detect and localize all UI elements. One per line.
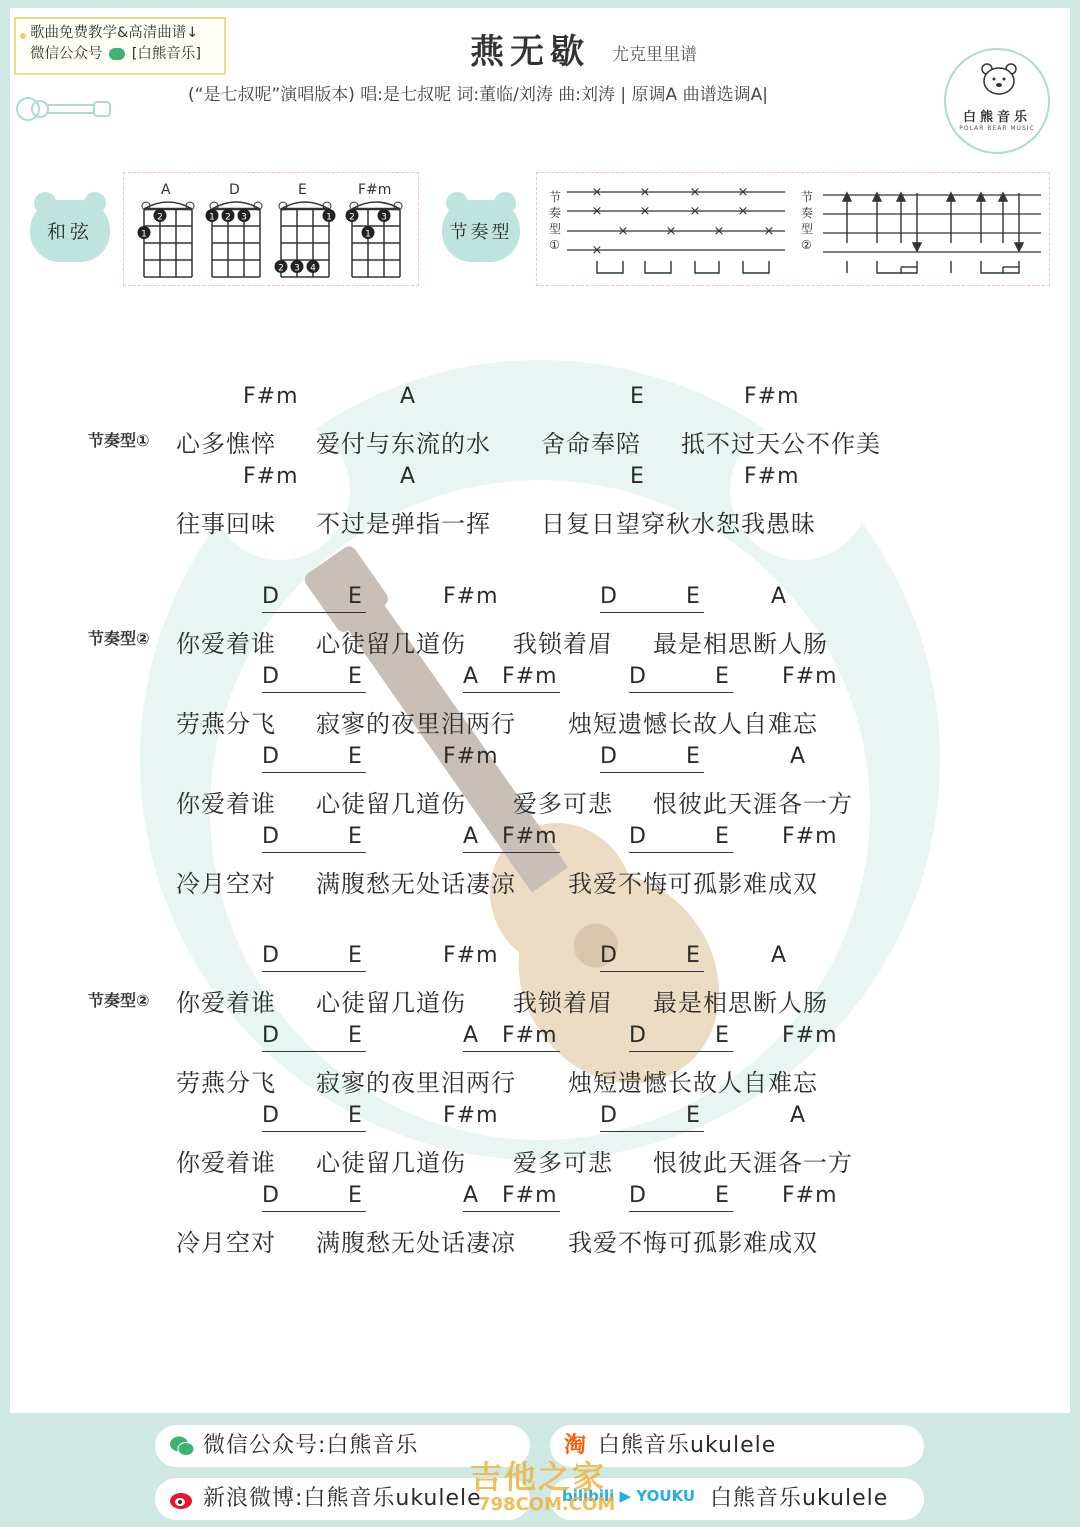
chord-symbol: D — [262, 584, 280, 609]
chord-symbol: F#m — [243, 384, 299, 409]
chord-symbol: D — [262, 1103, 280, 1128]
lyric-phrase: 我锁着眉 — [513, 630, 613, 658]
svg-text:×: × — [713, 224, 725, 239]
svg-text:×: × — [639, 204, 651, 219]
chord-symbol: E — [686, 584, 701, 609]
beat-underline — [262, 772, 366, 773]
svg-text:×: × — [591, 243, 603, 258]
beat-underline — [463, 852, 560, 853]
lyric-phrase: 烛短遗憾长故人自难忘 — [568, 1069, 818, 1097]
lyric-phrase: 恨彼此天涯各一方 — [653, 790, 853, 818]
chord-name-d: D — [229, 182, 240, 198]
lyric-phrase: 心徒留几道伤 — [316, 1149, 466, 1177]
lyric-phrase: 爱付与东流的水 — [316, 430, 491, 458]
beat-underline — [600, 612, 704, 613]
chord-symbol: D — [262, 1183, 280, 1208]
ukulele-logo-icon — [14, 94, 114, 124]
svg-text:2: 2 — [225, 212, 231, 223]
chord-symbol: F#m — [502, 1183, 558, 1208]
brand-name-zh: 白熊音乐 — [962, 110, 1031, 125]
site-watermark-url: 798COM.COM — [478, 1494, 616, 1515]
rhythm-pattern-1-label: 节 奏 型 ① — [549, 190, 562, 252]
chord-symbol: F#m — [443, 1103, 499, 1128]
chord-symbol: D — [629, 824, 647, 849]
rhythm-pattern-2-label: 节 奏 型 ② — [801, 190, 814, 252]
chord-symbol: E — [715, 1183, 730, 1208]
beat-underline — [600, 1131, 704, 1132]
beat-underline — [629, 692, 733, 693]
lyric-phrase: 满腹愁无处话凄凉 — [316, 870, 516, 898]
chord-name-e: E — [298, 182, 307, 198]
polar-bear-icon — [980, 62, 1018, 96]
svg-text:×: × — [737, 204, 749, 219]
chord-diagrams-panel — [123, 172, 419, 286]
chord-symbol: A — [790, 744, 807, 769]
beat-underline — [629, 852, 733, 853]
svg-text:4: 4 — [310, 263, 316, 274]
lyric-phrase: 劳燕分飞 — [176, 1069, 276, 1097]
lyric-phrase: 冷月空对 — [176, 1229, 276, 1257]
beat-underline — [629, 1051, 733, 1052]
svg-text:×: × — [665, 224, 677, 239]
promo-box — [14, 17, 226, 75]
chord-symbol: D — [629, 664, 647, 689]
promo-line-2 — [30, 44, 218, 65]
rhythm-badge — [442, 200, 520, 262]
chord-symbol: E — [348, 744, 363, 769]
chord-symbol: E — [630, 384, 645, 409]
lyric-phrase: 寂寥的夜里泪两行 — [316, 1069, 516, 1097]
lyric-phrase: 恨彼此天涯各一方 — [653, 1149, 853, 1177]
svg-text:2: 2 — [157, 212, 163, 223]
chord-symbol: E — [715, 1023, 730, 1048]
chord-symbol: D — [262, 664, 280, 689]
chord-symbol: E — [348, 1023, 363, 1048]
footer-taobao-text: 白熊音乐ukulele — [598, 1433, 777, 1458]
taobao-icon: 淘 — [564, 1433, 588, 1458]
beat-underline — [262, 1051, 366, 1052]
chord-symbol: F#m — [502, 664, 558, 689]
svg-text:2: 2 — [349, 212, 355, 223]
chord-symbol: A — [463, 664, 480, 689]
svg-text:3: 3 — [294, 263, 300, 274]
lyric-phrase: 爱多可悲 — [513, 1149, 613, 1177]
chord-symbol: E — [715, 664, 730, 689]
chord-symbol: A — [400, 464, 417, 489]
lyric-phrase: 爱多可悲 — [513, 790, 613, 818]
chord-symbol: F#m — [443, 943, 499, 968]
chord-symbol: A — [790, 1103, 807, 1128]
chord-symbol: F#m — [782, 664, 838, 689]
chord-symbol: E — [686, 1103, 701, 1128]
svg-text:2: 2 — [278, 263, 284, 274]
chord-symbol: F#m — [782, 1183, 838, 1208]
song-subtitle: 尤克里里谱 — [612, 45, 697, 65]
chord-symbol: E — [348, 584, 363, 609]
lyric-phrase: 寂寥的夜里泪两行 — [316, 710, 516, 738]
rhythm-section-label: 节奏型② — [88, 629, 150, 648]
lyric-phrase: 你爱着谁 — [176, 1149, 276, 1177]
chord-symbol: E — [348, 943, 363, 968]
chord-symbol: F#m — [744, 384, 800, 409]
chord-symbol: F#m — [243, 464, 299, 489]
promo-account-name: [白熊音乐] — [131, 46, 202, 62]
lyric-phrase: 烛短遗憾长故人自难忘 — [568, 710, 818, 738]
svg-text:3: 3 — [241, 212, 247, 223]
beat-underline — [600, 971, 704, 972]
beat-underline — [600, 772, 704, 773]
chord-symbol: A — [463, 1183, 480, 1208]
footer-taobao[interactable] — [550, 1425, 924, 1467]
lyric-phrase: 最是相思断人肠 — [653, 989, 828, 1017]
svg-text:×: × — [689, 204, 701, 219]
chord-symbol: F#m — [502, 1023, 558, 1048]
svg-text:×: × — [763, 224, 775, 239]
beat-underline — [463, 1051, 560, 1052]
chord-symbol: A — [771, 943, 788, 968]
lyric-phrase: 不过是弹指一挥 — [316, 510, 491, 538]
svg-text:1: 1 — [141, 229, 147, 240]
chord-symbol: F#m — [782, 1023, 838, 1048]
footer-weibo-text: 新浪微博:白熊音乐ukulele — [203, 1486, 482, 1511]
chord-symbol: E — [348, 1103, 363, 1128]
svg-text:×: × — [591, 204, 603, 219]
chord-symbol: D — [600, 1103, 618, 1128]
svg-text:×: × — [617, 224, 629, 239]
chord-symbol: E — [686, 943, 701, 968]
svg-text:1: 1 — [326, 212, 332, 223]
svg-text:×: × — [689, 185, 701, 200]
beat-underline — [262, 971, 366, 972]
lyric-phrase: 你爱着谁 — [176, 790, 276, 818]
rhythm-section-label: 节奏型② — [88, 991, 150, 1010]
chords-badge — [30, 200, 110, 262]
rhythm-patterns-panel — [536, 172, 1050, 286]
beat-underline — [262, 1131, 366, 1132]
lyric-phrase: 最是相思断人肠 — [653, 630, 828, 658]
chord-symbol: F#m — [782, 824, 838, 849]
chord-symbol: A — [400, 384, 417, 409]
chord-symbol: E — [715, 824, 730, 849]
chord-symbol: E — [630, 464, 645, 489]
rhythm-badge-label: 节奏型 — [449, 222, 513, 243]
chord-symbol: D — [629, 1023, 647, 1048]
weibo-icon — [169, 1487, 195, 1511]
svg-text:3: 3 — [381, 212, 387, 223]
bullet-icon — [20, 33, 26, 39]
lyric-phrase: 你爱着谁 — [176, 630, 276, 658]
bilibili-youku-logo: bilibili ▶ YOUKU — [562, 1487, 696, 1505]
lyric-phrase: 满腹愁无处话凄凉 — [316, 1229, 516, 1257]
lyric-phrase: 我锁着眉 — [513, 989, 613, 1017]
chord-symbol: E — [686, 744, 701, 769]
beat-underline — [262, 852, 366, 853]
chord-symbol: D — [262, 744, 280, 769]
song-credits: (“是七叔呢”演唱版本) 唱:是七叔呢 词:董临/刘涛 曲:刘涛 | 原调A 曲谱选调A| — [188, 85, 768, 105]
footer-video-text: 白熊音乐ukulele — [710, 1486, 889, 1511]
brand-logo — [944, 48, 1050, 154]
chord-symbol: D — [600, 943, 618, 968]
footer-wechat-text: 微信公众号:白熊音乐 — [203, 1433, 419, 1458]
chord-name-a: A — [161, 182, 171, 198]
wechat-icon — [109, 48, 125, 60]
lyric-phrase: 舍命奉陪 — [541, 430, 641, 458]
chord-symbol: D — [262, 1023, 280, 1048]
lyric-phrase: 心徒留几道伤 — [316, 630, 466, 658]
lyric-phrase: 劳燕分飞 — [176, 710, 276, 738]
promo-wechat-label: 微信公众号 — [30, 46, 103, 62]
lyric-phrase: 往事回味 — [176, 510, 276, 538]
svg-text:×: × — [639, 185, 651, 200]
svg-text:1: 1 — [209, 212, 215, 223]
chord-symbol: E — [348, 824, 363, 849]
chord-symbol: A — [463, 1023, 480, 1048]
chord-symbol: E — [348, 664, 363, 689]
brand-name-en: POLAR BEAR MUSIC — [959, 125, 1035, 132]
lyric-phrase: 抵不过天公不作美 — [681, 430, 881, 458]
beat-underline — [262, 612, 366, 613]
svg-text:×: × — [737, 185, 749, 200]
beat-underline — [629, 1211, 733, 1212]
beat-underline — [463, 692, 560, 693]
chord-symbol: D — [629, 1183, 647, 1208]
beat-underline — [262, 1211, 366, 1212]
rhythm-section-label: 节奏型① — [88, 431, 150, 450]
chord-symbol: D — [262, 943, 280, 968]
site-watermark: 吉他之家 — [470, 1458, 607, 1496]
promo-line-1: 歌曲免费教学&高清曲谱↓ — [30, 25, 199, 41]
chord-symbol: A — [463, 824, 480, 849]
svg-text:1: 1 — [365, 229, 371, 240]
lyric-phrase: 冷月空对 — [176, 870, 276, 898]
chord-name-fsharp-m: F#m — [358, 182, 392, 198]
chord-symbol: F#m — [502, 824, 558, 849]
beat-underline — [463, 1211, 560, 1212]
lyric-phrase: 我爱不悔可孤影难成双 — [568, 870, 818, 898]
beat-underline — [262, 692, 366, 693]
lyric-phrase: 心多憔悴 — [176, 430, 276, 458]
song-title: 燕无歇 — [470, 32, 590, 72]
lyric-phrase: 你爱着谁 — [176, 989, 276, 1017]
lyric-phrase: 我爱不悔可孤影难成双 — [568, 1229, 818, 1257]
chord-symbol: F#m — [443, 744, 499, 769]
wechat-icon — [169, 1434, 195, 1458]
chord-symbol: D — [600, 584, 618, 609]
chords-badge-label: 和弦 — [46, 221, 93, 243]
chord-symbol: E — [348, 1183, 363, 1208]
chord-symbol: F#m — [744, 464, 800, 489]
rhythm-notation — [537, 173, 1051, 287]
chord-symbol: A — [771, 584, 788, 609]
lyric-phrase: 心徒留几道伤 — [316, 790, 466, 818]
chord-symbol: D — [600, 744, 618, 769]
lyric-phrase: 心徒留几道伤 — [316, 989, 466, 1017]
chord-symbol: D — [262, 824, 280, 849]
lyric-phrase: 日复日望穿秋水恕我愚昧 — [541, 510, 816, 538]
svg-text:×: × — [591, 185, 603, 200]
chord-symbol: F#m — [443, 584, 499, 609]
